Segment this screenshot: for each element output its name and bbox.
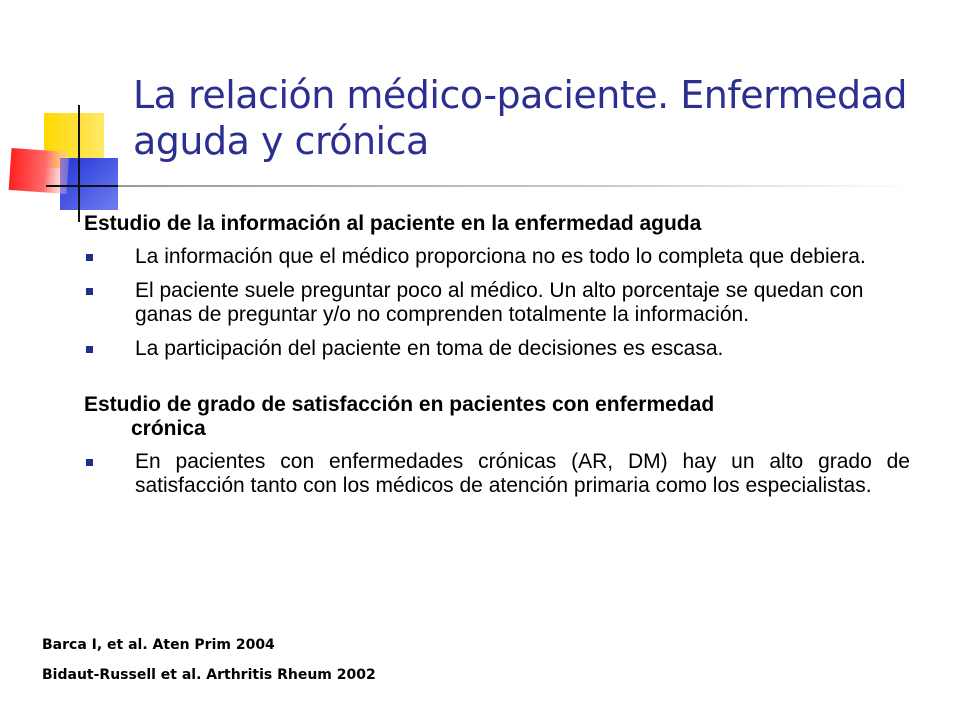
- bullet-text: En pacientes con enfermedades crónicas (AR, DM) hay un alto grado de satisfacción tanto con los médicos de atención primaria como los especialistas.: [135, 450, 910, 497]
- bullet-text: El paciente suele preguntar poco al médico. Un alto porcentaje se quedan con ganas de preguntar y/o no comprenden totalmente la información.: [135, 279, 864, 326]
- reference-item: Barca I, et al. Aten Prim 2004: [42, 637, 275, 653]
- list-item: [84, 337, 910, 361]
- bullet-text: La participación del paciente en toma de decisiones es escasa.: [135, 337, 724, 360]
- title-divider: [118, 185, 918, 187]
- reference-item: Bidaut-Russell et al. Arthritis Rheum 2002: [42, 667, 376, 683]
- slide-body: [84, 212, 910, 508]
- list-item: [84, 245, 910, 269]
- blue-square: [60, 158, 118, 210]
- heading-line-2: crónica: [131, 417, 206, 440]
- acute-bullet-list: [84, 245, 910, 361]
- title-line-1: La relación médico-paciente. Enfermedad: [133, 73, 908, 117]
- chronic-bullet-list: [84, 450, 910, 498]
- references: [42, 636, 376, 696]
- section-heading-acute: Estudio de la información al paciente en la enfermedad aguda: [84, 212, 702, 235]
- heading-line-1: Estudio de grado de satisfacción en pacientes con enfermedad: [84, 393, 715, 416]
- list-item: [84, 450, 910, 498]
- slide-title: [133, 72, 933, 164]
- bullet-square-icon: [86, 459, 93, 466]
- bullet-square-icon: [86, 288, 93, 295]
- section-heading-chronic: [84, 393, 910, 441]
- title-line-2: aguda y crónica: [133, 119, 429, 163]
- list-item: [84, 279, 910, 327]
- bullet-square-icon: [86, 254, 93, 261]
- decorative-squares: [0, 0, 140, 230]
- bullet-text: La información que el médico proporciona no es todo lo completa que debiera.: [135, 245, 866, 268]
- red-square: [9, 148, 70, 194]
- bullet-square-icon: [86, 346, 93, 353]
